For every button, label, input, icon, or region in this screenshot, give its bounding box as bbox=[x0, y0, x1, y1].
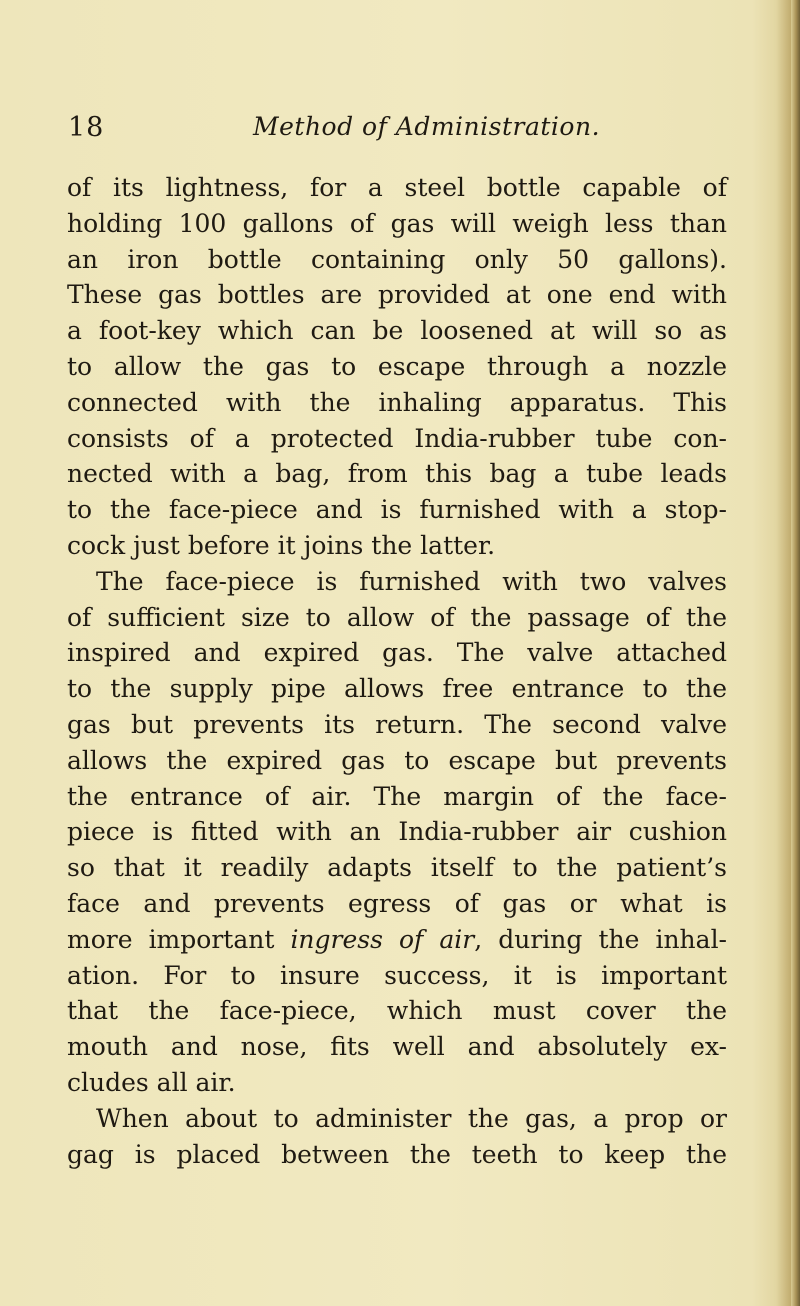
text-line: allows the expired gas to escape but prevents bbox=[67, 745, 727, 775]
text-line: the entrance of air. The margin of the face- bbox=[67, 781, 727, 811]
text-line: a foot-key which can be loosened at will so as bbox=[67, 316, 727, 346]
text-line: gag is placed between the teeth to keep the bbox=[67, 1139, 727, 1169]
page-edge-shadow bbox=[791, 0, 800, 1306]
text-line: that the face-piece, which must cover the bbox=[67, 996, 727, 1026]
text-segment: , during the inhal- bbox=[474, 924, 728, 954]
text-line: to the face-piece and is furnished with a stop- bbox=[67, 495, 727, 525]
text-line: to the supply pipe allows free entrance to the bbox=[67, 674, 727, 704]
text-line: piece is fitted with an India-rubber air cushion bbox=[67, 817, 727, 847]
page-header bbox=[68, 112, 748, 152]
text-line: face and prevents egress of gas or what is bbox=[67, 888, 727, 918]
text-line: nected with a bag, from this bag a tube leads bbox=[67, 459, 727, 489]
text-line: These gas bottles are provided at one end with bbox=[67, 280, 727, 310]
page-number: 18 bbox=[68, 112, 105, 143]
paragraph-start-line: The face-piece is furnished with two valves bbox=[96, 566, 727, 596]
text-line: ation. For to insure success, it is important bbox=[67, 960, 727, 990]
text-segment: more important bbox=[67, 924, 291, 954]
text-line: an iron bottle containing only 50 gallons). bbox=[67, 244, 727, 274]
body-text bbox=[67, 170, 727, 1172]
text-line: of its lightness, for a steel bottle capable of bbox=[67, 173, 727, 202]
paragraph-end-line: cock just before it joins the latter. bbox=[67, 530, 496, 560]
paragraph-end-line: cludes all air. bbox=[67, 1067, 236, 1097]
italic-phrase: ingress of air bbox=[290, 924, 475, 954]
text-line: to allow the gas to escape through a nozzle bbox=[67, 351, 727, 381]
text-line: consists of a protected India-rubber tube con- bbox=[67, 423, 727, 453]
text-line: inspired and expired gas. The valve attached bbox=[67, 638, 727, 668]
text-line: connected with the inhaling apparatus. This bbox=[67, 387, 727, 417]
text-line: mouth and nose, fits well and absolutely ex- bbox=[67, 1032, 727, 1062]
running-title: Method of Administration. bbox=[253, 112, 601, 141]
paragraph-start-line: When about to administer the gas, a prop or bbox=[96, 1103, 727, 1133]
text-line: holding 100 gallons of gas will weigh less than bbox=[67, 208, 727, 238]
text-line: gas but prevents its return. The second valve bbox=[67, 709, 727, 739]
text-line-with-italic bbox=[67, 922, 727, 958]
text-line: of sufficient size to allow of the passage of the bbox=[67, 602, 727, 632]
text-line: so that it readily adapts itself to the patient’s bbox=[67, 853, 727, 883]
